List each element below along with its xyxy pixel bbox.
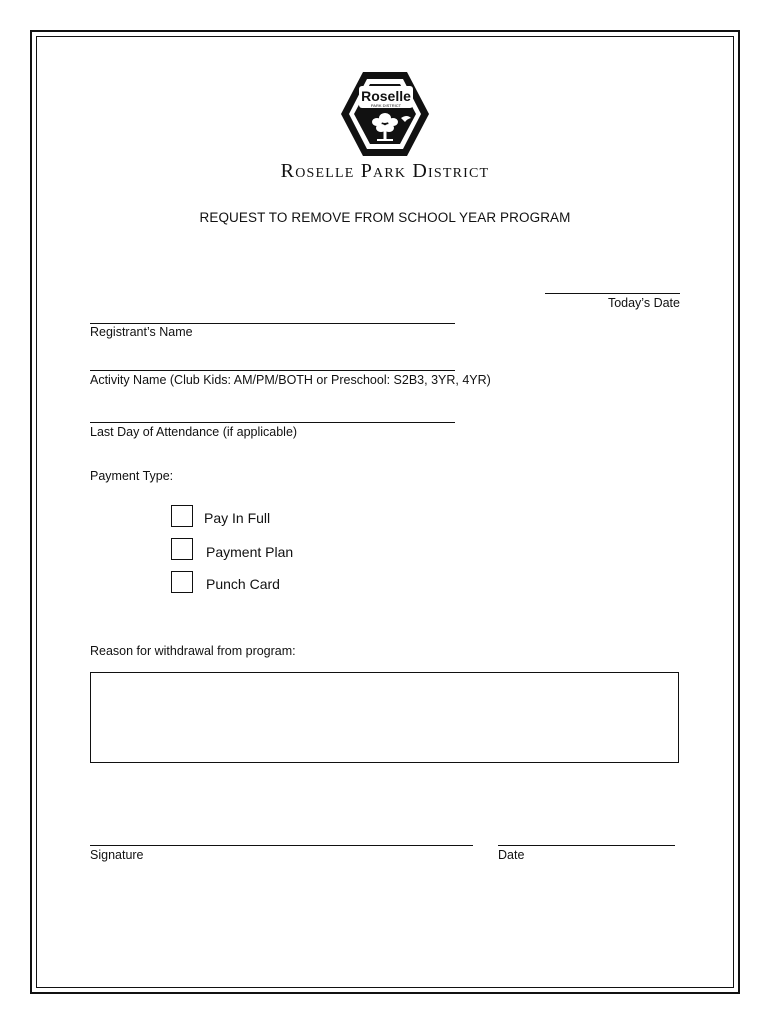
last-day-line[interactable] (90, 422, 455, 423)
last-day-label: Last Day of Attendance (if applicable) (90, 425, 298, 439)
signature-date-line[interactable] (498, 845, 675, 846)
signature-label: Signature (90, 848, 144, 862)
payment-plan-checkbox[interactable] (171, 538, 193, 560)
reason-label: Reason for withdrawal from program: (90, 644, 296, 658)
organization-name: Roselle Park District (280, 160, 490, 182)
payment-plan-label: Payment Plan (206, 544, 294, 560)
pay-in-full-label: Pay In Full (204, 510, 271, 526)
punch-card-label: Punch Card (206, 576, 280, 592)
signature-date-label: Date (498, 848, 525, 862)
form-title: REQUEST TO REMOVE FROM SCHOOL YEAR PROGRAM (199, 210, 571, 225)
registrant-name-line[interactable] (90, 323, 455, 324)
roselle-hexagon-tree-logo-icon (339, 70, 431, 158)
todays-date-line[interactable] (545, 293, 680, 294)
svg-text:Roselle: Roselle (361, 88, 411, 104)
registrant-name-label: Registrant’s Name (90, 325, 193, 339)
payment-type-label: Payment Type: (90, 469, 174, 483)
activity-name-line[interactable] (90, 370, 455, 371)
pay-in-full-checkbox[interactable] (171, 505, 193, 527)
todays-date-label: Today’s Date (607, 296, 680, 310)
punch-card-checkbox[interactable] (171, 571, 193, 593)
reason-textarea[interactable] (90, 672, 679, 763)
signature-line[interactable] (90, 845, 473, 846)
activity-name-label: Activity Name (Club Kids: AM/PM/BOTH or Preschool: S2B3, 3YR, 4YR) (90, 373, 491, 387)
svg-text:PARK DISTRICT: PARK DISTRICT (370, 103, 402, 108)
